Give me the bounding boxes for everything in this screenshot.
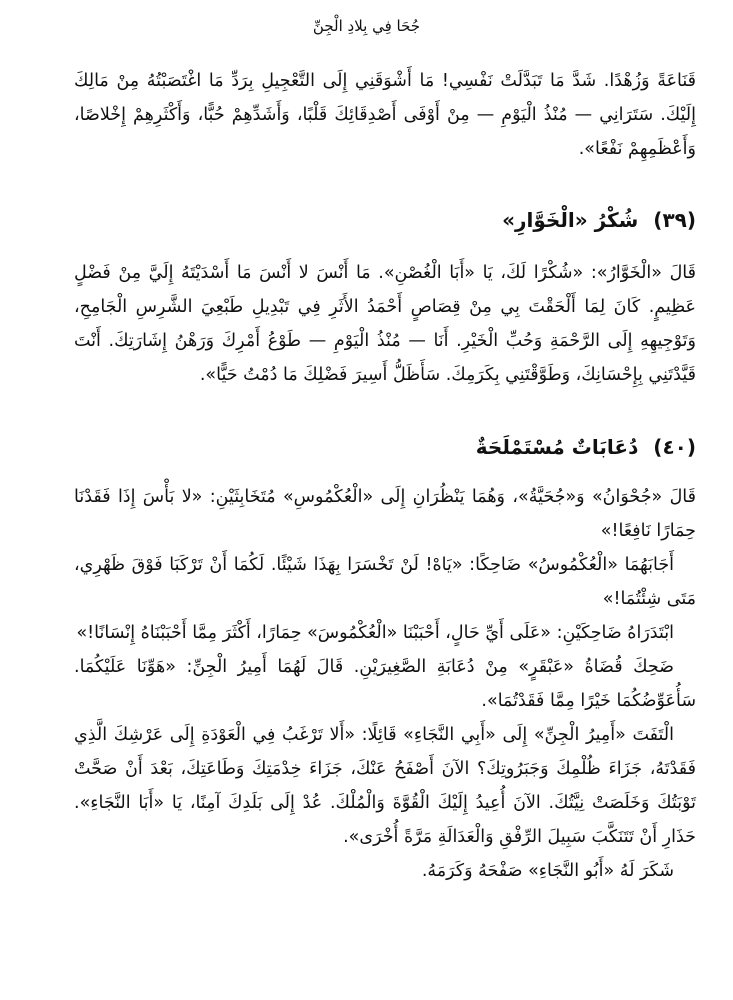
paragraph: قَالَ «الْخَوَّارُ»: «شُكْرًا لَكَ، يَا «أَبَا الْغُصْنِ». مَا أَنْسَ لا أَنْسَ مَا أَسْدَيْتَهُ إِلَيَّ مِنْ فَضْلٍ عَظِيمٍ. كَانَ لِمَا أَلْحَقْتَ بِي مِنْ قِصَاصٍ أَحْمَدُ الأَثَرِ فِي تَبْدِيلِ طَبْعِيَ الشَّرِسِ الْجَامِحِ، وَتَوْجِيهِهِ إِلَى الرَّحْمَةِ وَحُبِّ الْخَيْرِ. أَنَا — مُنْذُ الْيَوْمِ — طَوْعُ أَمْرِكَ وَرَهْنُ إِشَارَتِكَ. أَنْتَ قَيَّدْتَنِي بِإِحْسَانِكَ، وَطَوَّقْتَنِي بِكَرَمِكَ. سَأَظَلُّ أَسِيرَ فَضْلِكَ مَا دُمْتُ حَيًّا». [74,263,696,385]
section-title: شُكْرُ «الْخَوَّارِ» [502,208,639,232]
section-39-body [74,256,696,392]
section-40-heading [74,432,696,462]
section-40-body [74,480,696,888]
intro-text [74,64,696,166]
section-title: دُعَابَاتٌ مُسْتَمْلَحَةٌ [475,435,639,459]
section-39-heading [74,205,696,235]
paragraph: قَنَاعَةً وَزُهْدًا. شَدَّ مَا تَبَدَّلَتْ نَفْسِي! مَا أَشْوَقَنِي إِلَى التَّعْجِيلِ بِرَدِّ مَا اغْتَصَبْتُهُ مِنْ مَالِكَ إِلَيْكَ. سَتَرَانِي — مُنْذُ الْيَوْمِ — مِنْ أَوْفَى أَصْدِقَائِكَ قَلْبًا، وَأَشَدِّهِمْ حُبًّا، وَأَكْثَرِهِمْ إِخْلاصًا، وَأَعْظَمِهِمْ نَفْعًا». [74,71,696,159]
paragraph: ضَحِكَ قُضَاةُ «عَبْقَرٍ» مِنْ دُعَابَةِ الصَّغِيرَيْنِ. قَالَ لَهُمَا أَمِيرُ الْجِنِّ: «هَوِّنَا عَلَيْكُمَا. سَأُعَوِّضُكُمَا خَيْرًا مِمَّا فَقَدْتُمَا». [74,657,696,711]
paragraph: أَجَابَهُمَا «الْعُكْمُوسُ» ضَاحِكًا: «يَاهْ! لَنْ تَخْسَرَا بِهَذَا شَيْئًا. لَكُمَا أَنْ تَرْكَبَا فَوْقَ ظَهْرِي، مَتَى شِئْتُمَا!» [74,555,696,609]
running-title: جُحَا فِي بِلادِ الْجِنِّ [312,17,421,35]
paragraph: الْتَفَتَ «أَمِيرُ الْجِنِّ» إِلَى «أَبِي النَّجَاءِ» قَائِلًا: «أَلا تَرْغَبُ فِي الْعَوْدَةِ إِلَى عَرْشِكَ الَّذِي فَقَدْتَهُ، جَزَاءَ ظُلْمِكَ وَجَبَرُوتِكَ؟ الآنَ أَصْفَحُ عَنْكَ، جَزَاءَ خِدْمَتِكَ وَطَاعَتِكَ، بَعْدَ أَنْ صَحَّتْ تَوْبَتُكَ وَخَلَصَتْ نِيَّتُكَ. الآنَ أُعِيدُ إِلَيْكَ الْقُوَّةَ وَالْمُلْكَ. عُدْ إِلَى بَلَدِكَ آمِنًا، يَا «أَبَا النَّجَاءِ». حَذَارِ أَنْ تَتَنَكَّبَ سَبِيلَ الرِّفْقِ وَالْعَدَالَةِ مَرَّةً أُخْرَى». [74,725,696,847]
section-number: (٤٠) [653,435,696,459]
paragraph: قَالَ «جُحْوَانُ» وَ«جُحَيَّةُ»، وَهُمَا يَنْظُرَانِ إِلَى «الْعُكْمُوسِ» مُتَخَابِثَيْنِ: «لا بَأْسَ إِذَا فَقَدْنَا حِمَارًا نَافِعًا!» [74,487,696,541]
paragraph: شَكَرَ لَهُ «أَبُو النَّجَاءِ» صَفْحَهُ وَكَرَمَهُ. [421,861,674,881]
section-number: (٣٩) [653,208,696,232]
paragraph: ابْتَدَرَاهُ ضَاحِكَيْنِ: «عَلَى أَيِّ حَالٍ، أَحْبَبْنَا «الْعُكْمُوسَ» حِمَارًا، أَكْثَرَ مِمَّا أَحْبَبْنَاهُ إِنْسَانًا!» [76,623,674,643]
